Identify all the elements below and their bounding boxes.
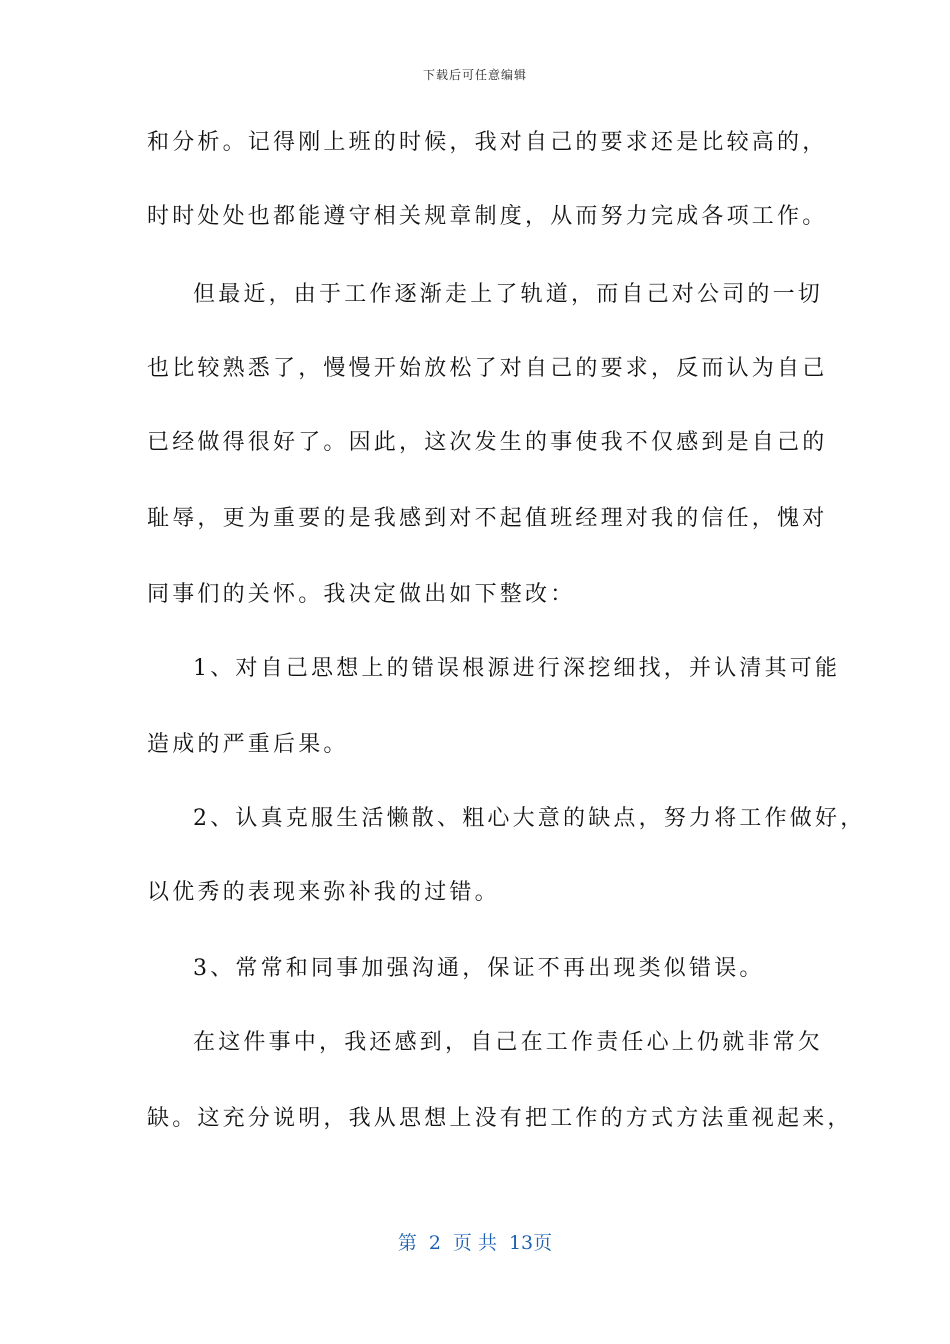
page-header: 下载后可任意编辑 [422, 68, 527, 82]
text-line-7: 同事们的关怀。我决定做出如下整改： [147, 582, 576, 607]
footer-middle: 页 共 [452, 1232, 497, 1254]
text-line-8: 1、对自己思想上的错误根源进行深挖细找，并认清其可能 [193, 656, 841, 681]
footer-total-pages: 13 [508, 1232, 534, 1254]
footer-prefix: 第 [397, 1232, 417, 1254]
text-line-14: 缺。这充分说明，我从思想上没有把工作的方式方法重视起来， [147, 1106, 853, 1131]
text-line-6: 耻辱，更为重要的是我感到对不起值班经理对我的信任，愧对 [147, 506, 828, 531]
text-line-10: 2、认真克服生活懒散、粗心大意的缺点，努力将工作做好， [193, 806, 866, 831]
text-line-12: 3、常常和同事加强沟通，保证不再出现类似错误。 [193, 956, 765, 981]
page-number-footer [0, 1228, 950, 1255]
text-line-9: 造成的严重后果。 [147, 732, 349, 757]
footer-page-number: 2 [428, 1232, 441, 1254]
text-line-3: 但最近，由于工作逐渐走上了轨道，而自己对公司的一切 [193, 282, 824, 307]
text-line-11: 以优秀的表现来弥补我的过错。 [147, 880, 500, 905]
text-line-13: 在这件事中，我还感到，自己在工作责任心上仍就非常欠 [193, 1030, 824, 1055]
text-line-2: 时时处处也都能遵守相关规章制度，从而努力完成各项工作。 [147, 204, 828, 229]
footer-suffix: 页 [533, 1232, 553, 1254]
text-line-4: 也比较熟悉了，慢慢开始放松了对自己的要求，反而认为自己 [147, 356, 828, 381]
text-line-1: 和分析。记得刚上班的时候，我对自己的要求还是比较高的， [147, 130, 828, 155]
text-line-5: 已经做得很好了。因此，这次发生的事使我不仅感到是自己的 [147, 430, 828, 455]
